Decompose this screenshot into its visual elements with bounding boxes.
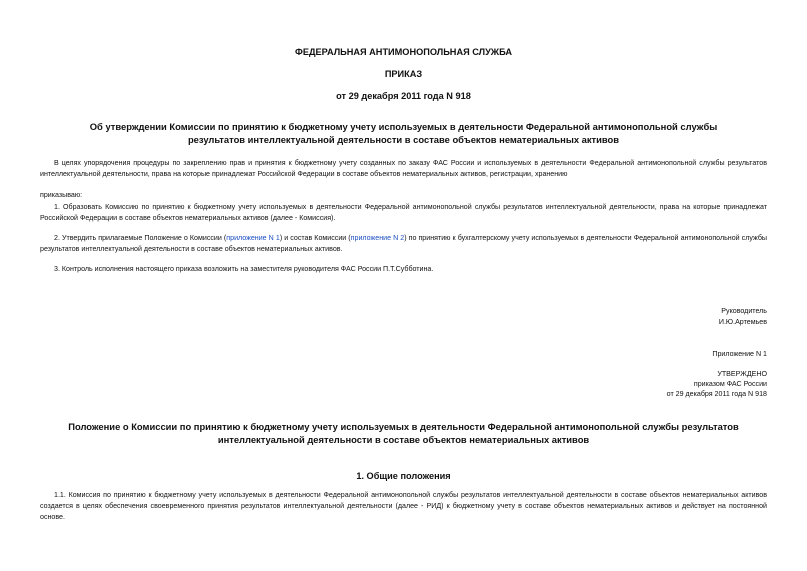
approved-by-order: приказом ФАС России	[693, 380, 767, 388]
signature-position: Руководитель	[721, 307, 767, 315]
agency-heading: ФЕДЕРАЛЬНАЯ АНТИМОНОПОЛЬНАЯ СЛУЖБА	[294, 47, 512, 57]
signature-name: И.Ю.Артемьев	[718, 318, 767, 326]
appendix-label: Приложение N 1	[712, 350, 767, 358]
approved-label: УТВЕРЖДЕНО	[717, 370, 767, 378]
appendix-2-link[interactable]: приложение N 2	[350, 234, 405, 242]
approved-date-line: от 29 декабря 2011 года N 918	[666, 390, 767, 398]
order-date-line: от 29 декабря 2011 года N 918	[336, 91, 471, 101]
order-title: Об утверждении Комиссии по принятию к бюджетному учету используемых в деятельности Федеральной антимонопольной службы результатов интеллектуальной деятельности в составе объектов нематериальных активов	[89, 121, 718, 145]
item-1-paragraph: 1. Образовать Комиссию по принятию к бюджетному учету используемых в деятельности Федеральной антимонопольной службы результатов интеллектуальной деятельности, права на которые принадлежат Российской Федерации в составе объектов нематериальных активов (далее - Комиссия).	[40, 203, 767, 222]
item-2-text-c: ) по принятию к бухгалтерскому учету используемых в деятельности Федеральной антимонопольной службы результатов интеллектуальной деятельности в составе объектов нематериальных активов.	[40, 234, 767, 253]
order-word: приказываю:	[40, 191, 83, 199]
item-3-paragraph: 3. Контроль исполнения настоящего приказа возложить на заместителя руководителя ФАС России П.Т.Субботина.	[54, 265, 434, 273]
item-2-paragraph	[40, 233, 767, 255]
item-2-text-b: ) и состав Комиссии (	[279, 234, 351, 242]
appendix-1-link[interactable]: приложение N 1	[226, 234, 280, 242]
section-1-title: 1. Общие положения	[356, 471, 451, 481]
regulation-title: Положение о Комиссии по принятию к бюджетному учету используемых в деятельности Федеральной антимонопольной службы результатов интеллектуальной деятельности в составе объектов нематериальных активов	[68, 421, 739, 445]
doc-type-heading: ПРИКАЗ	[384, 69, 423, 79]
item-2-text-a: 2. Утвердить прилагаемые Положение о Комиссии (	[54, 234, 227, 242]
section-1-paragraph-1: 1.1. Комиссия по принятию к бюджетному учету используемых в деятельности Федеральной антимонопольной службы результатов интеллектуальной деятельности в составе объектов нематериальных активов создается в целях обеспечения своевременного принятия результатов интеллектуальной деятельности (далее - РИД) к бюджетному учету в составе объектов нематериальных активов и действует на постоянной основе.	[40, 491, 767, 521]
preamble-paragraph: В целях упорядочения процедуры по закреплению прав и принятия к бюджетному учету созданных по заказу ФАС России и используемых в деятельности Федеральной антимонопольной службы результатов интеллектуальной деятельности, права на которые принадлежат Российской Федерации в составе объектов нематериальных активов, регистрации, хранению	[40, 159, 767, 178]
